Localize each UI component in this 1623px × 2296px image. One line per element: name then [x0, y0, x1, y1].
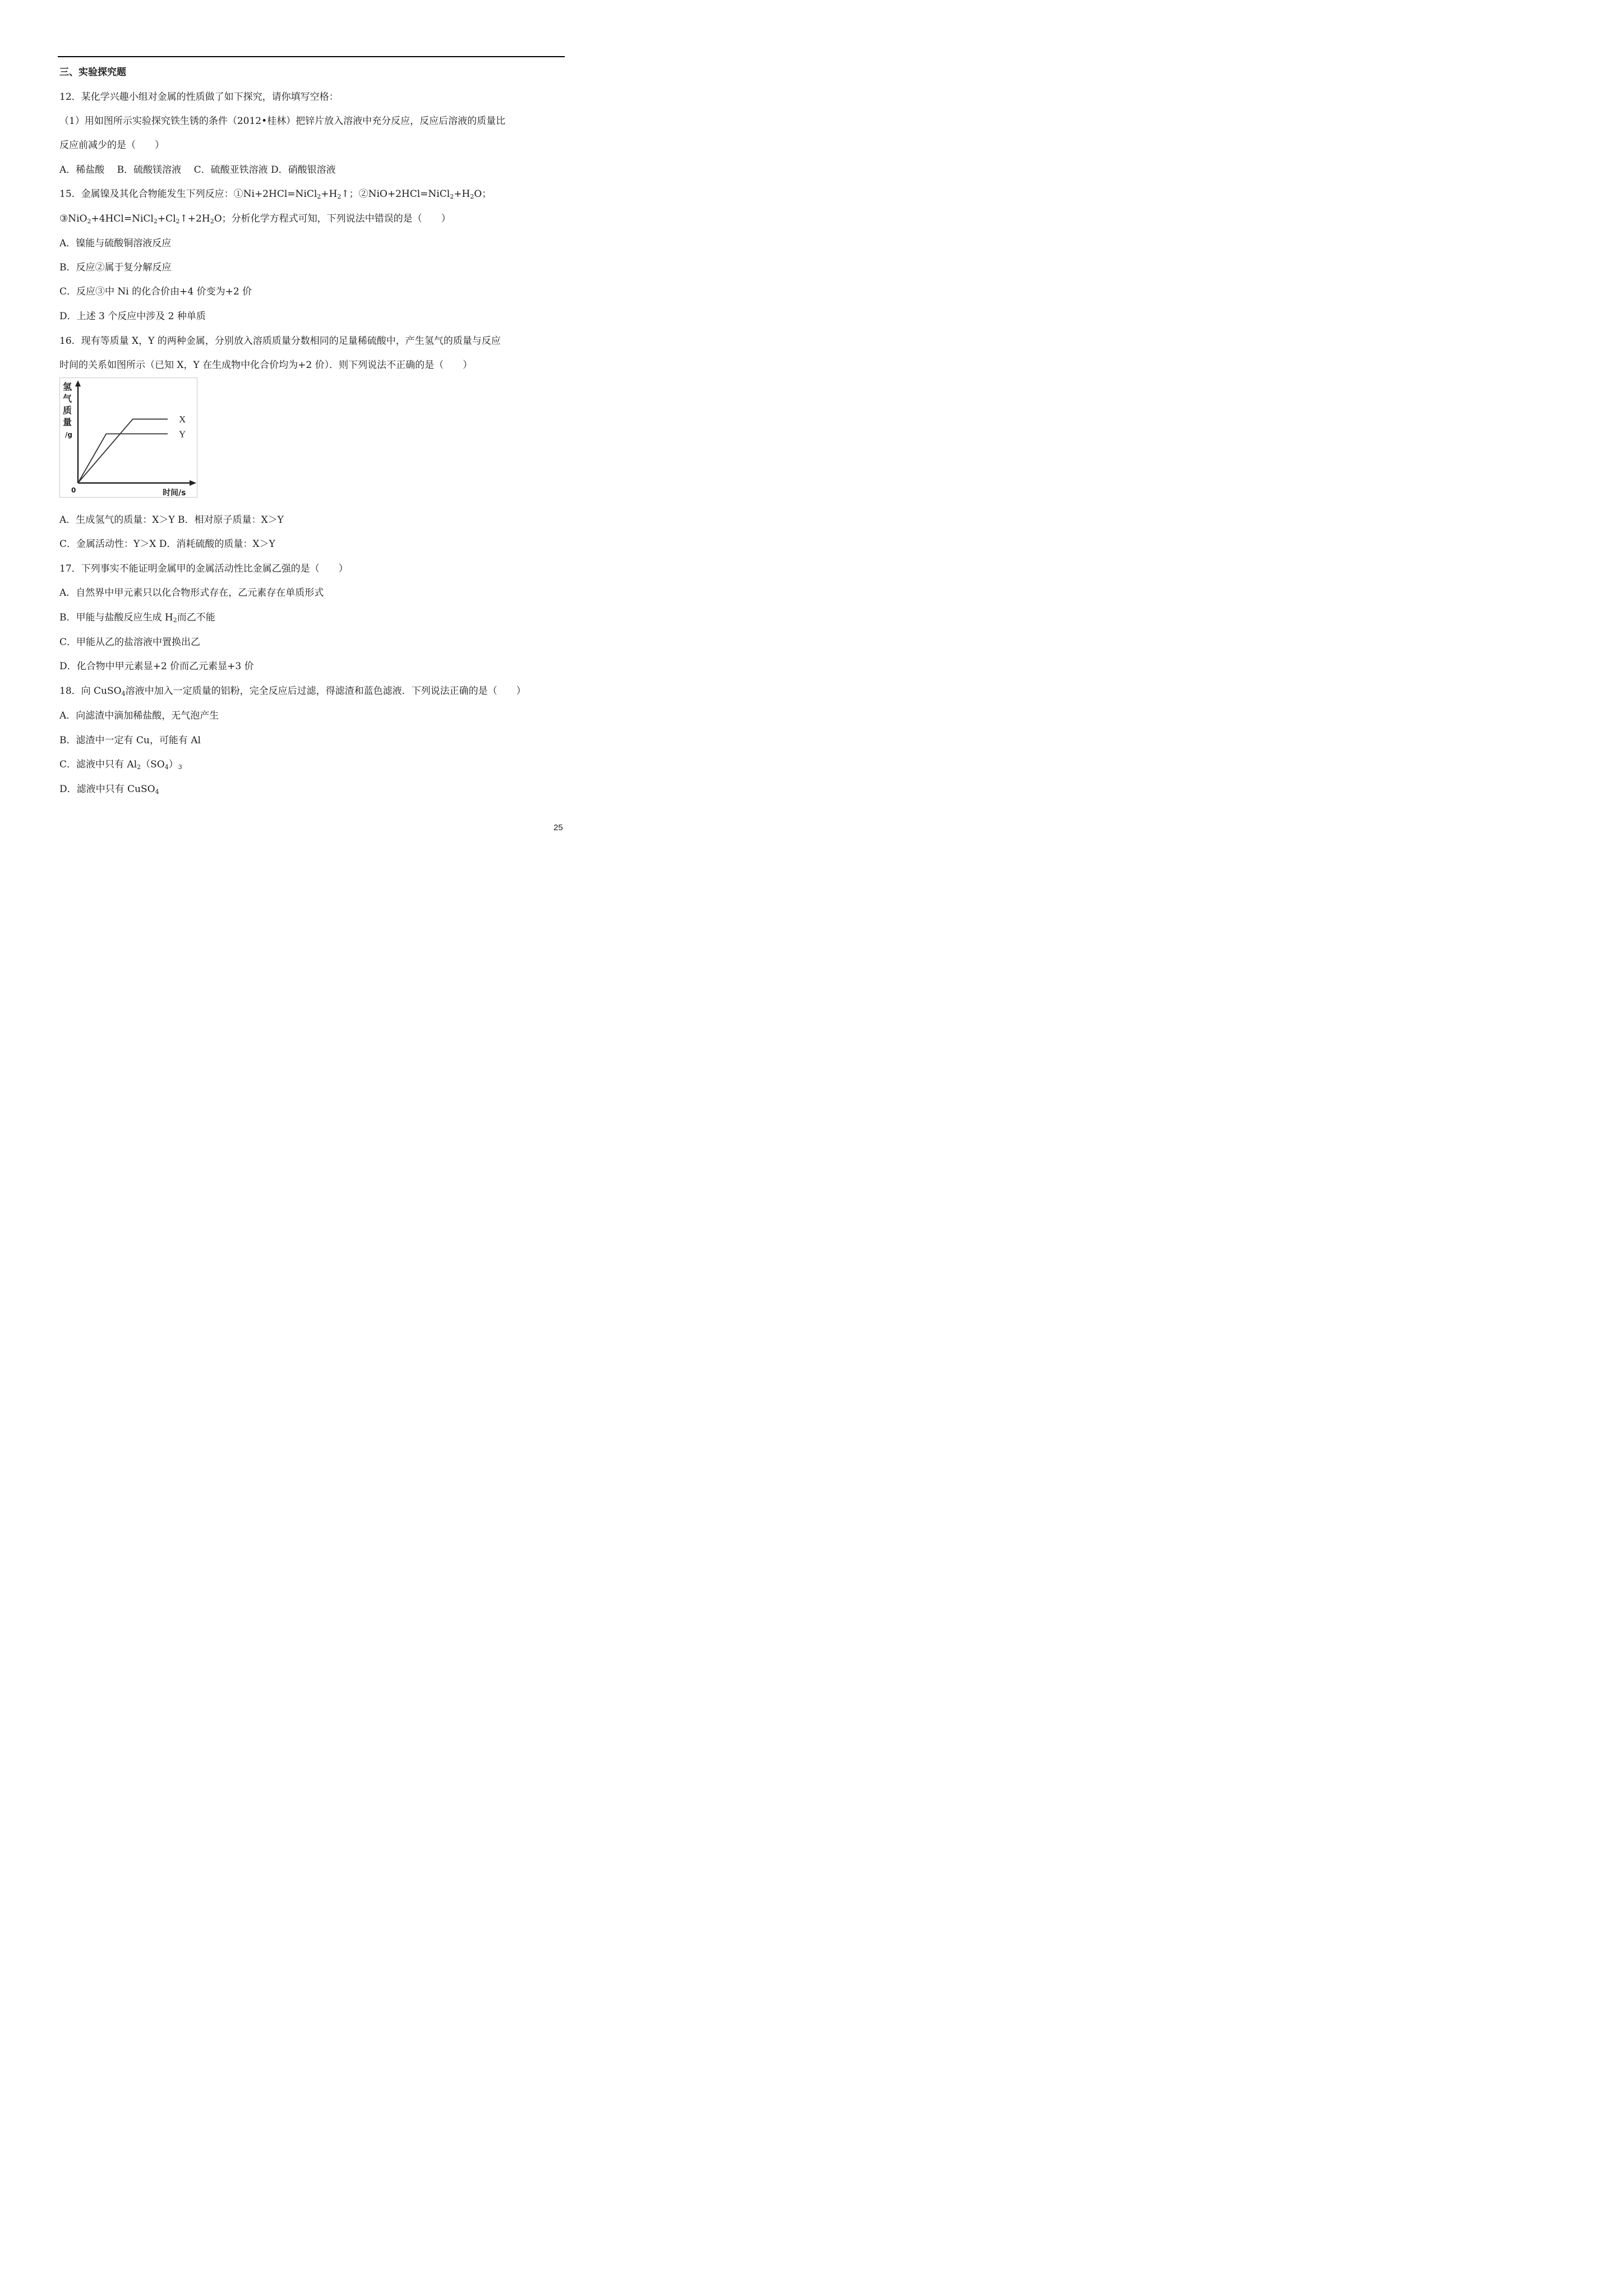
subscript: 3 — [178, 763, 182, 771]
q17-option-c: C．甲能从乙的盐溶液中置换出乙 — [59, 637, 201, 648]
page-number: 25 — [554, 823, 563, 832]
series-label-y: Y — [179, 429, 186, 440]
text-run: O；分析化学方程式可知，下列说法中错误的是（ ） — [214, 213, 451, 224]
q16-stem-line1: 16．现有等质量 X，Y 的两种金属，分别放入溶质质量分数相同的足量稀硫酸中，产生氢气的质量与反应 — [59, 335, 501, 347]
subscript: 2 — [87, 218, 91, 225]
text-run: D．滤液中只有 CuSO — [59, 784, 155, 795]
q18-stem — [59, 685, 526, 697]
text-run: O； — [474, 188, 492, 200]
subscript: 2 — [337, 193, 342, 200]
text-run: +H — [321, 188, 338, 200]
subscript: 4 — [164, 763, 169, 771]
text-run: C．滤液中只有 Al — [59, 759, 137, 770]
x-axis-label: 时间/s — [163, 489, 186, 498]
subscript: 2 — [176, 218, 180, 225]
subscript: 2 — [173, 616, 177, 624]
x-axis-arrow — [190, 480, 196, 486]
subscript: 4 — [121, 690, 126, 697]
text-run: 15．金属镍及其化合物能发生下列反应：①Ni+2HCl=NiCl — [59, 188, 317, 200]
q15-option-b: B．反应②属于复分解反应 — [59, 262, 172, 273]
q17-option-d: D．化合物中甲元素显+2 价而乙元素显+3 价 — [59, 661, 254, 672]
hydrogen-time-graph — [59, 378, 197, 498]
y-axis-label-char: 氢 — [63, 381, 72, 392]
text-run: 18．向 CuSO — [59, 685, 122, 697]
graph-svg — [59, 378, 197, 498]
subscript: 2 — [153, 218, 158, 225]
text-run: ↑+2H — [179, 213, 210, 224]
q12-options: A．稀盐酸 B．硫酸镁溶液 C．硫酸亚铁溶液 D．硝酸银溶液 — [59, 164, 336, 176]
q15-stem-line2 — [59, 213, 451, 225]
subscript: 2 — [450, 193, 454, 200]
q16-stem-line2: 时间的关系如图所示（已知 X，Y 在生成物中化合价均为+2 价）．则下列说法不正确的是（ ） — [59, 360, 473, 371]
text-run: +4HCl=NiCl — [91, 213, 154, 224]
series-line-x — [78, 419, 168, 483]
q15-option-a: A．镍能与硫酸铜溶液反应 — [59, 238, 172, 249]
origin-label: 0 — [71, 486, 76, 494]
q15-option-c: C．反应③中 Ni 的化合价由+4 价变为+2 价 — [59, 286, 252, 297]
header-rule — [58, 56, 565, 57]
text-run: ） — [168, 759, 178, 770]
q12-stem: 12．某化学兴趣小组对金属的性质做了如下探究，请你填写空格： — [59, 91, 339, 103]
q17-option-b — [59, 611, 215, 624]
q15-stem-line1 — [59, 188, 491, 200]
subscript: 2 — [317, 193, 321, 200]
series-line-y — [78, 434, 168, 483]
text-run: +Cl — [157, 213, 176, 224]
y-axis-label-char: 量 — [63, 417, 72, 427]
q12-part1-line2: 反应前减少的是（ ） — [59, 140, 164, 151]
section-title: 三、实验探究题 — [59, 67, 126, 78]
text-run: +H — [454, 188, 471, 200]
text-run: 溶液中加入一定质量的铝粉，完全反应后过滤，得滤渣和蓝色滤液．下列说法正确的是（ ） — [125, 685, 526, 697]
text-run: （SO — [141, 759, 165, 770]
q18-option-d — [59, 783, 159, 795]
q18-option-b: B．滤渣中一定有 Cu，可能有 Al — [59, 735, 201, 746]
q17-stem: 17．下列事实不能证明金属甲的金属活动性比金属乙强的是（ ） — [59, 563, 348, 574]
y-axis-label-char: 气 — [63, 393, 72, 404]
text-run: B．甲能与盐酸反应生成 H — [59, 612, 173, 623]
q15-option-d: D．上述 3 个反应中涉及 2 种单质 — [59, 311, 206, 322]
y-axis-arrow — [75, 380, 81, 386]
subscript: 2 — [470, 193, 474, 200]
y-axis-label-char: 质 — [63, 405, 72, 416]
subscript: 4 — [155, 788, 159, 795]
text-run: ↑；②NiO+2HCl=NiCl — [341, 188, 450, 200]
subscript: 2 — [137, 763, 141, 771]
q16-options-line2: C．金属活动性：Y＞X D．消耗硫酸的质量：X＞Y — [59, 539, 275, 550]
q17-option-a: A．自然界中甲元素只以化合物形式存在，乙元素存在单质形式 — [59, 587, 324, 599]
y-axis-label — [63, 381, 72, 439]
text-run: ③NiO — [59, 213, 87, 224]
q16-options-line1: A．生成氢气的质量：X＞Y B．相对原子质量：X＞Y — [59, 514, 284, 526]
y-axis-label-char: /g — [65, 431, 72, 439]
q12-part1-line1: （1）用如图所示实验探究铁生锈的条件（2012•桂林）把锌片放入溶液中充分反应，反应后溶液的质量比 — [59, 116, 506, 127]
q18-option-a: A．向滤渣中滴加稀盐酸，无气泡产生 — [59, 710, 219, 721]
series-label-x: X — [179, 414, 186, 425]
subscript: 2 — [210, 218, 214, 225]
text-run: 而乙不能 — [177, 612, 215, 623]
q18-option-c — [59, 758, 182, 771]
series-lines — [78, 414, 186, 483]
